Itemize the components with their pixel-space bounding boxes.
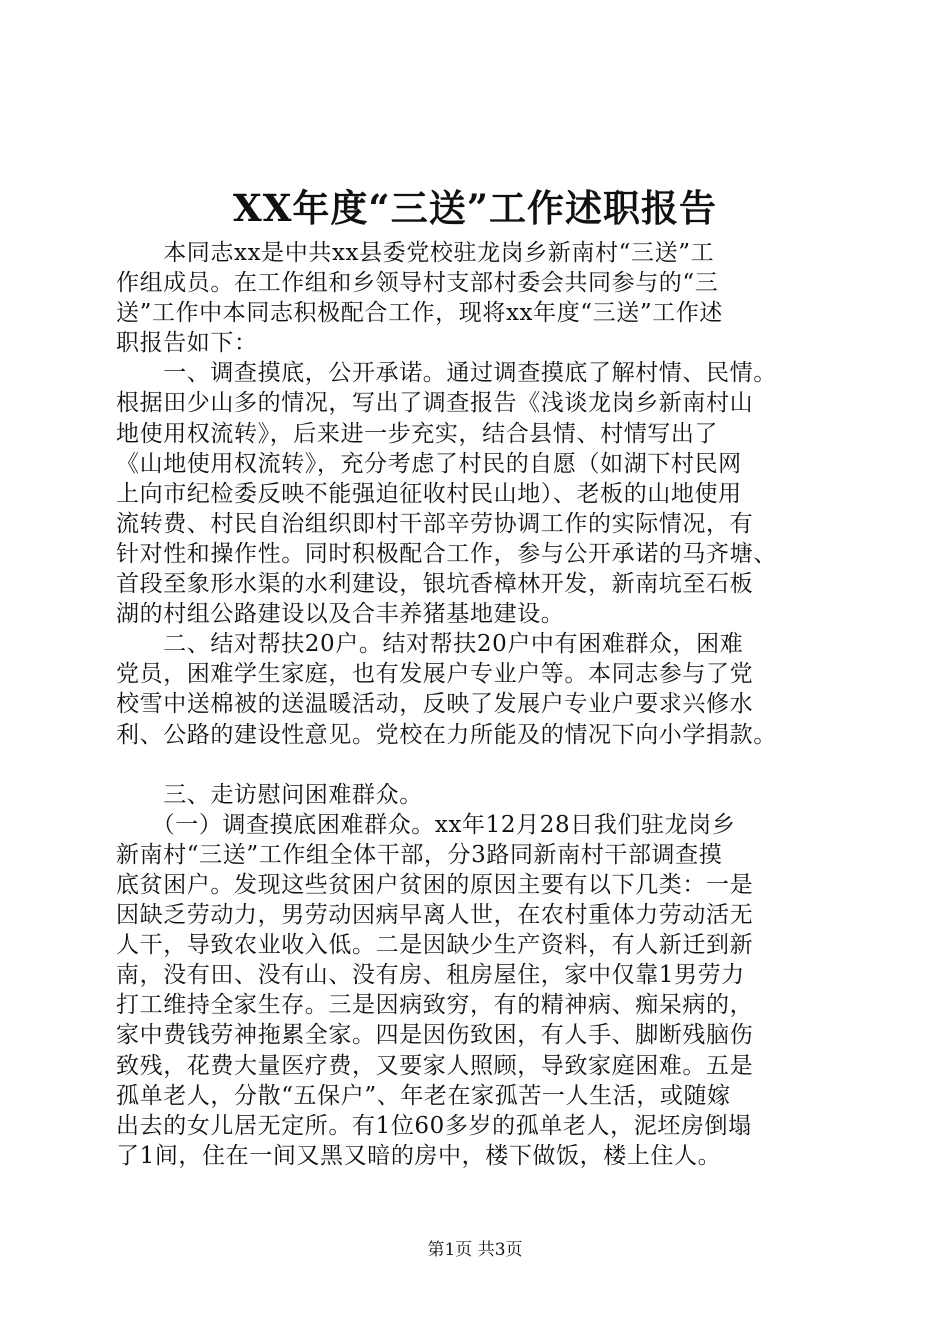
text-line: 因缺乏劳动力，男劳动因病早离人世，在农村重体力劳动活无 xyxy=(116,902,754,929)
text-line: 地使用权流转》，后来进一步充实，结合县情、村情写出了 xyxy=(116,420,719,447)
text-line: 利、公路的建设性意见。党校在力所能及的情况下向小学捐款。 xyxy=(116,721,777,748)
text-line: 底贫困户。发现这些贫困户贫困的原因主要有以下几类：一是 xyxy=(116,871,754,898)
text-line: 首段至象形水渠的水利建设，银坑香樟林开发，新南坑至石板 xyxy=(116,571,754,598)
text-line: 打工维持全家生存。三是因病致穷，有的精神病、痴呆病的， xyxy=(116,992,754,1019)
text-line: 《山地使用权流转》，充分考虑了村民的自愿（如湖下村民网 xyxy=(116,450,742,477)
text-line: 孤单老人，分散“五保户”、年老在家孤苦一人生活，或随嫁 xyxy=(116,1082,731,1109)
text-line: 本同志xx是中共xx县委党校驻龙岗乡新南村“三送”工 xyxy=(116,240,715,266)
text-line: 送”工作中本同志积极配合工作，现将xx年度“三送”工作述 xyxy=(116,300,724,327)
text-line: 一、调查摸底，公开承诺。通过调查摸底了解村情、民情。 xyxy=(116,360,777,387)
document-title: XX年度“三送”工作述职报告 xyxy=(233,186,717,230)
text-line: 针对性和操作性。同时积极配合工作，参与公开承诺的马齐塘、 xyxy=(116,540,777,567)
text-line: 南，没有田、没有山、没有房、租房屋住，家中仅靠1男劳力 xyxy=(116,962,745,989)
document-body xyxy=(116,238,856,1171)
text-line: 职报告如下： xyxy=(116,330,258,357)
text-line: 校雪中送棉被的送温暖活动，反映了发展户专业户要求兴修水 xyxy=(116,691,754,718)
text-line: 二、结对帮扶20户。结对帮扶20户中有困难群众，困难 xyxy=(116,631,744,658)
text-line: 作组成员。在工作组和乡领导村支部村委会共同参与的“三 xyxy=(116,270,719,297)
text-line: 流转费、村民自治组织即村干部辛劳协调工作的实际情况，有 xyxy=(116,510,754,537)
text-line: 三、走访慰问困难群众。 xyxy=(116,781,423,808)
text-line: 家中费钱劳神拖累全家。四是因伤致困，有人手、脚断残脑伤 xyxy=(116,1022,754,1049)
text-line: 了1间，住在一间又黑又暗的房中，楼下做饭，楼上住人。 xyxy=(116,1142,722,1169)
page-footer: 第1页 共3页 xyxy=(427,1240,523,1260)
text-line: 新南村“三送”工作组全体干部，分3路同新南村干部调查摸 xyxy=(116,841,723,868)
text-line: （一）调查摸底困难群众。xx年12月28日我们驻龙岗乡 xyxy=(116,811,736,838)
text-line: 人干，导致农业收入低。二是因缺少生产资料，有人新迁到新 xyxy=(116,932,754,959)
blank-line xyxy=(116,750,856,780)
text-line: 出去的女儿居无定所。有1位60多岁的孤单老人，泥坯房倒塌 xyxy=(116,1112,752,1139)
text-line: 致残，花费大量医疗费，又要家人照顾，导致家庭困难。五是 xyxy=(116,1052,754,1079)
text-line: 党员，困难学生家庭，也有发展户专业户等。本同志参与了党 xyxy=(116,661,754,688)
text-line: 根据田少山多的情况，写出了调查报告《浅谈龙岗乡新南村山 xyxy=(116,390,754,417)
text-line: 湖的村组公路建设以及合丰养猪基地建设。 xyxy=(116,601,565,628)
text-line: 上向市纪检委反映不能强迫征收村民山地）、老板的山地使用 xyxy=(116,480,742,507)
